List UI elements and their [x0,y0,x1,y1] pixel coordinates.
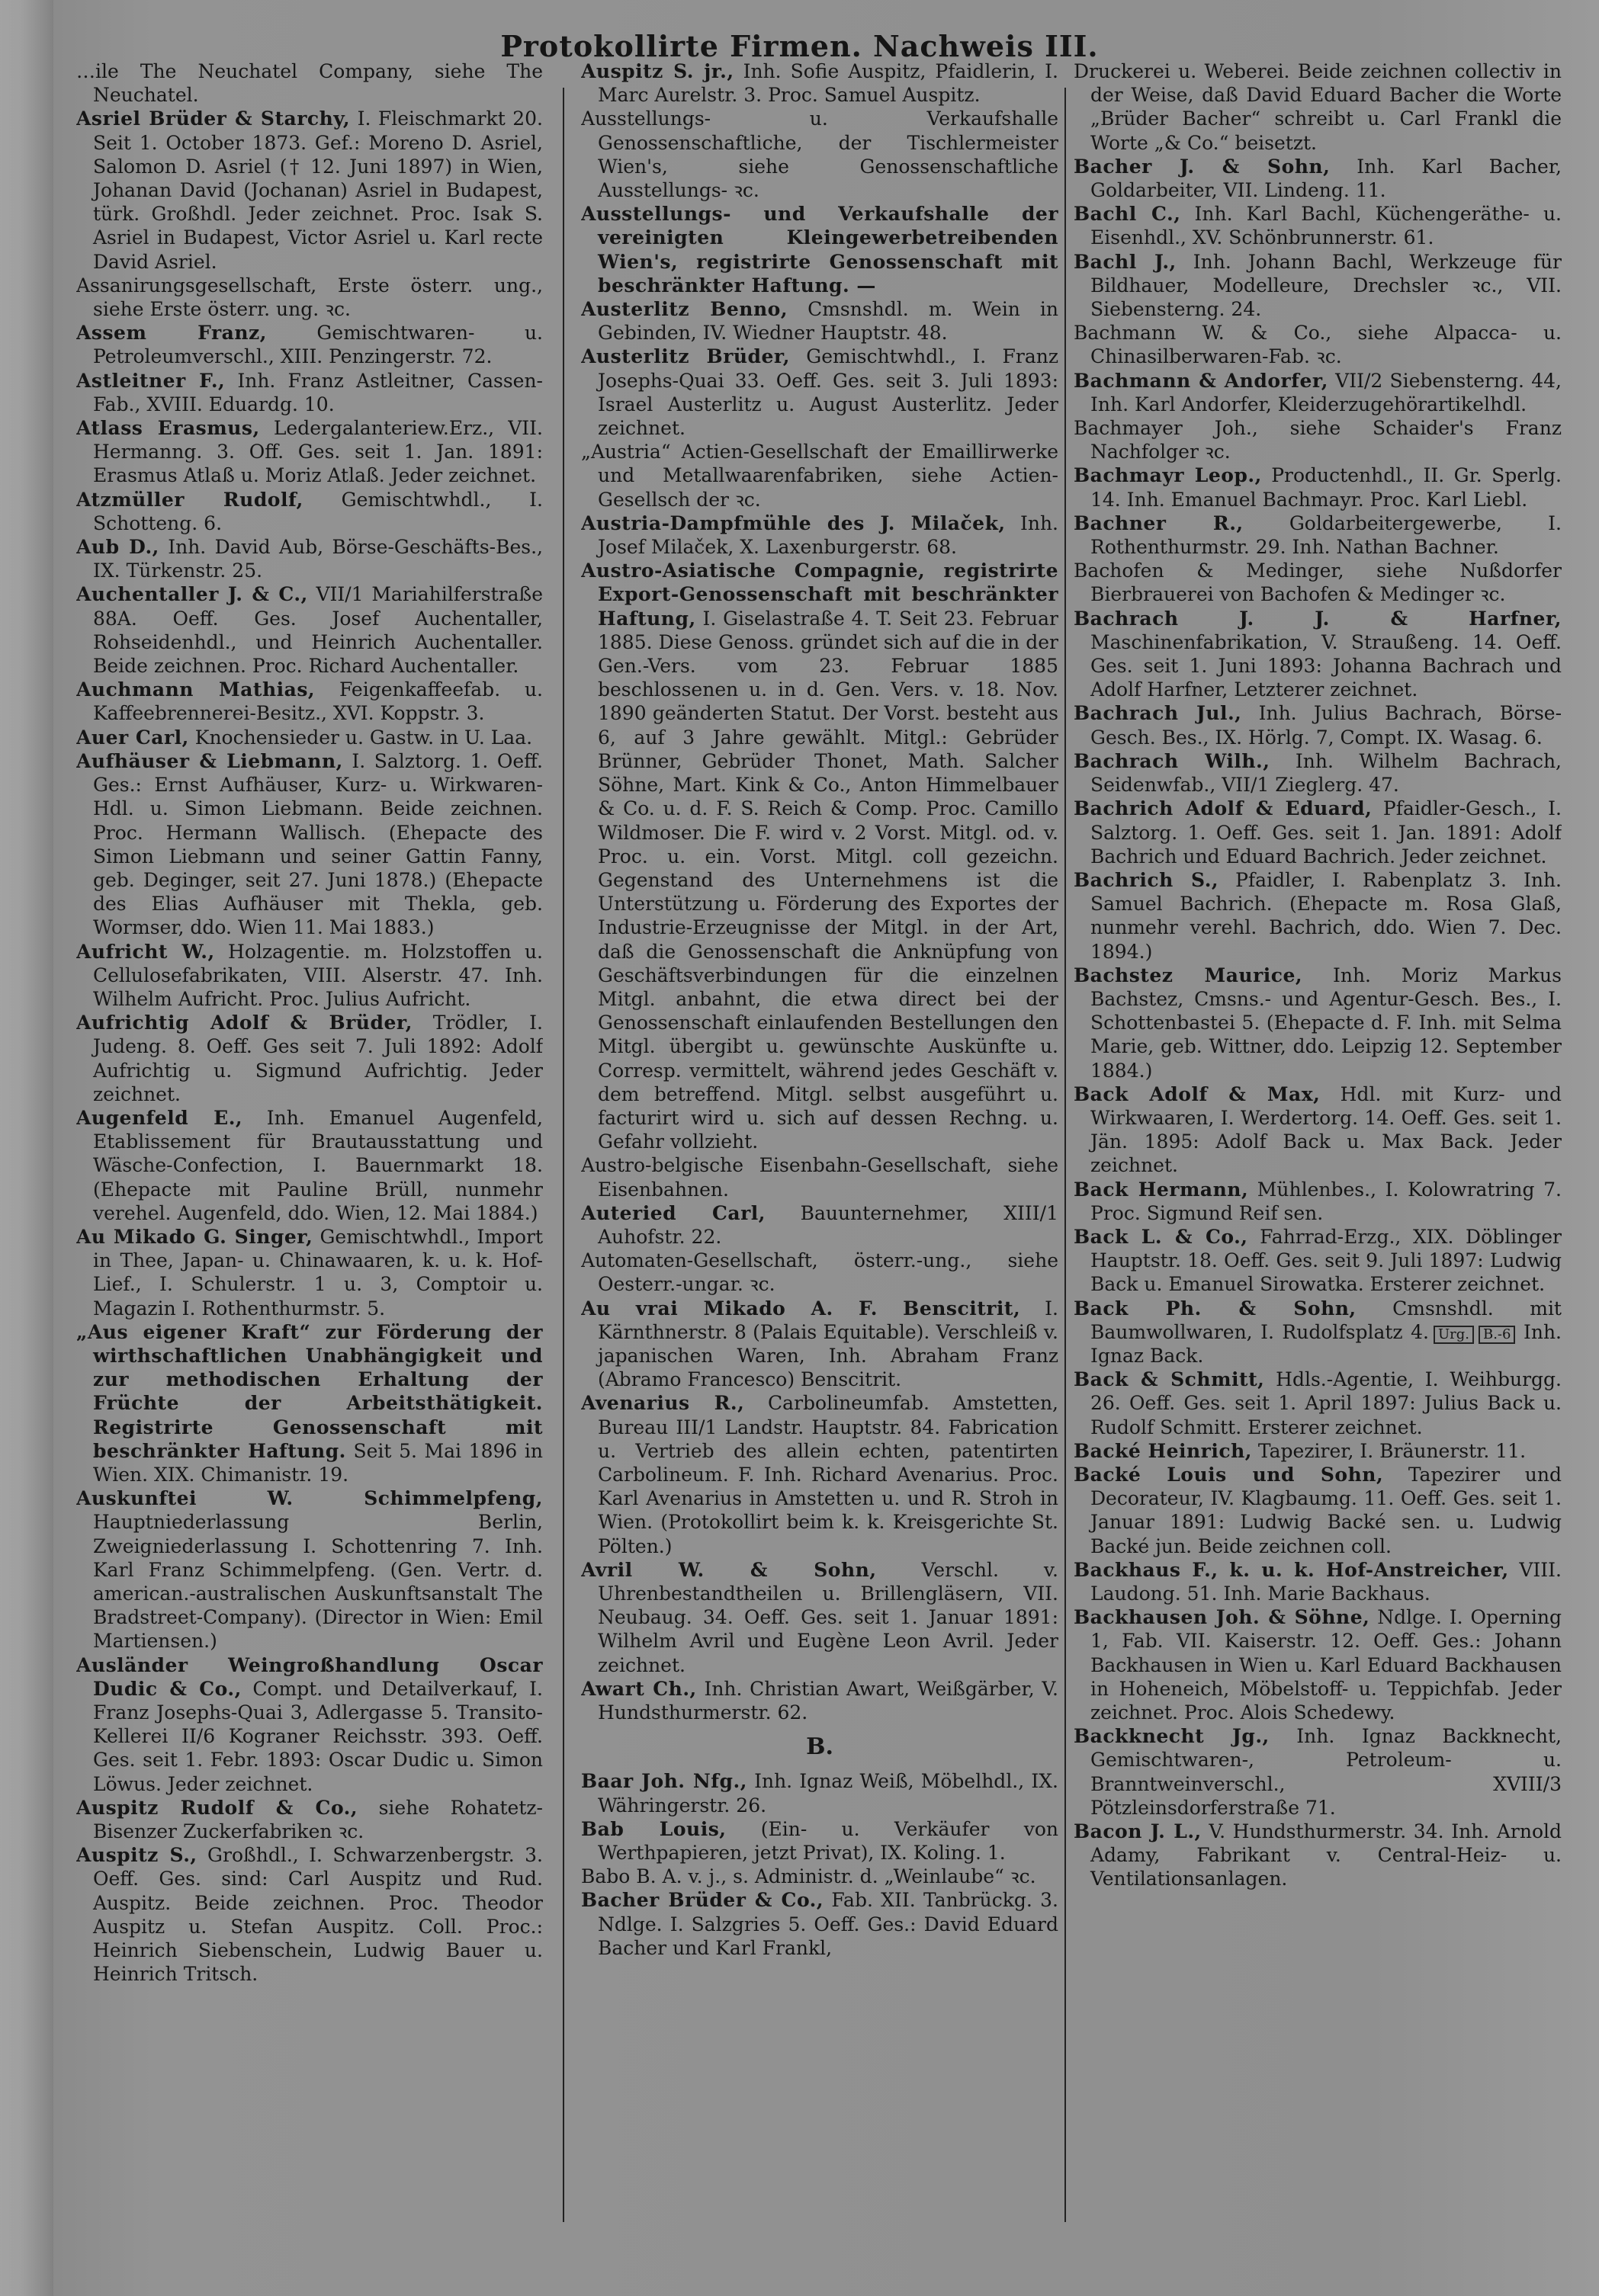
firm-entry [76,369,543,416]
firm-details: Assanirungsgesellschaft, Erste österr. ung., siehe Erste österr. ung. ꝛc. [76,274,543,321]
firm-details: Verschl. v. Uhrenbestandtheilen u. Brillengläsern, VII. Neubaug. 34. Oeff. Ges. seit 1. Januar 1891: Wilhelm Avril und Eugène Leon Avril. Jeder zeichnet. [598,1558,1058,1676]
firm-name: Atlass Erasmus, [76,417,260,440]
firm-entry [76,940,543,1012]
firm-details: Seit 5. Mai 1896 in Wien. XIX. Chimanistr. 19. [93,1439,543,1486]
firm-name: Bachner R., [1074,511,1244,534]
firm-entry [1074,250,1562,322]
firm-name: Austerlitz Brüder, [581,345,790,368]
firm-entry [1074,1463,1562,1558]
firm-details-tail: Inh. Ignaz Back. [1090,1320,1562,1367]
firm-entry [76,582,543,678]
firm-name: Awart Ch., [581,1677,697,1700]
firm-entry [581,511,1058,559]
firm-entry [1074,1724,1562,1820]
firm-details: V. Hundsthurmerstr. 34. Inh. Arnold Adamy, Fabrikant v. Central-Heiz- u. Ventilationsanlagen. [1090,1820,1562,1890]
firm-entry [1074,511,1562,559]
firm-details: Inh. Johann Bachl, Werkzeuge für Bildhauer, Modelleure, Drechsler ꝛc., VII. Siebensterng. 24. [1090,250,1562,321]
firm-name: Backhaus F., k. u. k. Hof-Anstreicher, [1074,1558,1509,1581]
scan-edge [0,0,53,2296]
firm-entry [1074,1082,1562,1178]
firm-entry [1074,797,1562,868]
firm-details: Inh. Julius Bachrach, Börse-Gesch. Bes., IX. Hörlg. 7, Compt. IX. Wasag. 6. [1090,702,1562,749]
firm-entry [581,1558,1058,1677]
firm-name: Aufrichtig Adolf & Brüder, [76,1012,413,1034]
firm-details: Pfaidler-Gesch., I. Salztorg. 1. Oeff. Ges. seit 1. Jan. 1891: Adolf Bachrich und Eduard Bachrich. Jeder zeichnet. [1090,797,1562,867]
column-divider [1064,88,1066,2222]
firm-details: Fab. XII. Tanbrückg. 3. Ndlge. I. Salzgries 5. Oeff. Ges.: David Eduard Bacher und Karl Frankl, [598,1889,1058,1959]
firm-name: Au Mikado G. Singer, [76,1225,313,1248]
firm-entry [76,749,543,940]
firm-details: Gemischtwhdl., Import in Thee, Japan- u. Chinawaaren, k. u. k. Hof-Lief., I. Schulerstr. 1 u. 3, Comptoir u. Magazin I. Rothenthurmstr. 5. [93,1225,543,1320]
firm-details: Inh. Ignaz Backknecht, Gemischtwaren-, Petroleum- u. Branntweinverschl., XVIII/3 Pötzleinsdorferstraße 71. [1090,1725,1562,1819]
firm-name: Bachrich S., [1074,868,1219,891]
section-letter: B. [806,1733,833,1761]
firm-entry [76,321,543,368]
firm-name: Backé Louis und Sohn, [1074,1463,1384,1486]
firm-entry [1074,1558,1562,1605]
firm-entry [581,1297,1058,1392]
firm-name: Auchentaller J. & C., [76,583,308,606]
firm-details: Automaten-Gesellschaft, österr.-ung., siehe Oesterr.-ungar. ꝛc. [581,1249,1058,1296]
firm-entry [1074,964,1562,1082]
firm-name: Augenfeld E., [76,1106,243,1129]
firm-entry [76,1320,543,1486]
firm-name: Bachstez Maurice, [1074,964,1303,986]
firm-name: Aub D., [76,536,159,559]
firm-name: Auchmann Mathias, [76,678,316,701]
firm-entry [76,1843,543,1986]
firm-name: Bachl C., [1074,203,1181,226]
firm-name: Avenarius R., [581,1392,745,1415]
firm-details: Druckerei u. Weberei. Beide zeichnen collectiv in der Weise, daß David Eduard Bacher die Worte „Brüder Bacher“ schreibt u. Carl Frankl die Worte „& Co.“ beisetzt. [1074,60,1562,154]
firm-details: „Austria“ Actien-Gesellschaft der Emaillirwerke und Metallwaarenfabriken, siehe Actien-Gesellsch der ꝛc. [581,441,1058,511]
firm-name: „Aus eigener Kraft“ zur Förderung der wirthschaftlichen Unabhängigkeit und zur methodischen Erhaltung der Früchte der Arbeitsthätigkeit. Registrirte Genossenschaft mit beschränkter Haftung. [76,1320,543,1462]
firm-details: VII/1 Mariahilferstraße 88A. Oeff. Ges. Josef Auchentaller, Rohseidenhdl., und Heinrich Auchentaller. Beide zeichnen. Proc. Richard Auchentaller. [93,583,543,678]
column-2 [581,59,1058,2285]
firm-details: Productenhdl., II. Gr. Sperlg. 14. Inh. Emanuel Bachmayr. Proc. Karl Liebl. [1090,464,1562,511]
firm-entry [76,1106,543,1225]
firm-name: Austro-Asiatische Compagnie, registrirte Export-Genossenschaft mit beschränkter Haftung, [581,560,1058,630]
firm-details: Inh. Karl Bachl, Küchengeräthe- u. Eisenhdl., XV. Schönbrunnerstr. 61. [1090,203,1562,249]
firm-entry [76,678,543,725]
firm-entry [76,1011,543,1106]
firm-entry [1074,1368,1562,1439]
firm-entry [581,297,1058,345]
firm-details: Mühlenbes., I. Kolowratring 7. Proc. Sigmund Reif sen. [1090,1178,1562,1224]
firm-entry [1074,559,1562,606]
firm-name: Auspitz Rudolf & Co., [76,1796,358,1819]
firm-entry [581,202,1058,297]
firm-details: Compt. und Detailverkauf, I. Franz Josephs-Quai 3, Adlergasse 5. Transito-Kellerei II/6 Kograner Reichsstr. 393. Oeff. Ges. seit 1. Febr. 1893: Oscar Dudic u. Simon Löwus. Jeder zeichnet. [93,1677,543,1795]
firm-entry [1074,607,1562,702]
firm-details: Ledergalanteriew.Erz., VII. Hermanng. 3. Off. Ges. seit 1. Jan. 1891: Erasmus Atlaß u. Moriz Atlaß. Jeder zeichnet. [93,417,543,487]
firm-details: Ndlge. I. Operning 1, Fab. VII. Kaiserstr. 12. Oeff. Ges.: Johann Backhausen in Wien u. Karl Eduard Backhausen in Hoheneich, Möbelstoff- u. Teppichfab. Jeder zeichnet. Proc. Alois Schedewy. [1090,1606,1562,1724]
firm-entry [1074,1225,1562,1297]
firm-entry [581,1249,1058,1296]
firm-details: Tapezirer, I. Bräunerstr. 11. [1257,1439,1527,1462]
firm-entry [1074,202,1562,249]
firm-entry [76,535,543,582]
reference-badge: B.-6 [1479,1326,1515,1344]
firm-name: Baar Joh. Nfg., [581,1770,747,1793]
firm-entry [581,107,1058,202]
firm-name: Back Ph. & Sohn, [1074,1297,1357,1320]
firm-details: Goldarbeitergewerbe, I. Rothenthurmstr. 29. Inh. Nathan Bachner. [1090,511,1562,559]
firm-details: Gemischtwhdl., I. Franz Josephs-Quai 33. Oeff. Ges. seit 3. Juli 1893: Israel Austerlitz u. August Austerlitz. Jeder zeichnet. [598,345,1058,440]
firm-entry [1074,463,1562,511]
firm-details: Holzagentie. m. Holzstoffen u. Cellulosefabrikaten, VIII. Alserstr. 47. Inh. Wilhelm Aufricht. Proc. Julius Aufricht. [93,940,543,1010]
firm-details: Inh. David Aub, Börse-Geschäfts-Bes., IX. Türkenstr. 25. [93,536,543,582]
firm-details: siehe Rohatetz-Bisenzer Zuckerfabriken ꝛc. [93,1796,543,1843]
firm-entry [76,59,543,107]
firm-entry [581,440,1058,511]
firm-details: Trödler, I. Judeng. 8. Oeff. Ges seit 7. Juli 1892: Adolf Aufrichtig u. Sigmund Aufrichtig. Jeder zeichnet. [93,1012,543,1105]
firm-entry [581,1769,1058,1817]
column-1 [76,59,543,2285]
firm-details: Inh. Emanuel Augenfeld, Etablissement für Brautausstattung und Wäsche-Confection, I. Bauernmarkt 18. (Ehepacte mit Pauline Brüll, nunmehr verehel. Augenfeld, ddo. Wien, 12. Mai 1884.) [93,1106,543,1224]
firm-name: Backhausen Joh. & Söhne, [1074,1606,1370,1629]
firm-details: Hauptniederlassung Berlin, Zweigniederlassung I. Schottenring 7. Inh. Karl Franz Schimmelpfeng. (Gen. Vertr. d. american.-australischen Auskunftsanstalt The Bradstreet-Company). (Director in Wien: Emil Martiensen.) [93,1511,543,1653]
page-title: Protokollirte Firmen. Nachweis III. [500,29,1099,63]
firm-name: Bachrach J. J. & Harfner, [1074,607,1562,630]
firm-entry [1074,155,1562,202]
firm-entry [76,416,543,488]
firm-name: Backknecht Jg., [1074,1725,1270,1748]
firm-details: I. Kärnthnerstr. 8 (Palais Equitable). Verschleiß v. japanischen Waren, Inh. Abraham Franz (Abramo Francesco) Benscitrit. [598,1297,1058,1391]
firm-name: Atzmüller Rudolf, [76,488,303,511]
firm-name: Auspitz S., [76,1844,197,1867]
firm-details: Bachofen & Medinger, siehe Nußdorfer Bierbrauerei von Bachofen & Medinger ꝛc. [1074,560,1562,606]
firm-entry [581,1677,1058,1724]
firm-details: Großhdl., I. Schwarzenbergstr. 3. Oeff. Ges. sind: Carl Auspitz und Rud. Auspitz. Beide zeichnen. Proc. Theodor Auspitz u. Stefan Auspitz. Coll. Proc.: Heinrich Siebenschein, Ludwig Bauer u. Heinrich Tritsch. [93,1844,543,1986]
firm-entry [1074,749,1562,797]
firm-details: I. Salztorg. 1. Oeff. Ges.: Ernst Aufhäuser, Kurz- u. Wirkwaren-Hdl. u. Simon Liebmann. Beide zeichnen. Proc. Hermann Wallisch. (Ehepacte des Simon Liebmann und seiner Gattin Fanny, geb. Deginger, seit 27. Juni 1878.) (Ehepacte des Elias Aufhäuser mit Thekla, geb. Wormser, ddo. Wien 11. Mai 1883.) [93,749,543,939]
firm-details: Inh. Moriz Markus Bachstez, Cmsns.- und Agentur-Gesch. Bes., I. Schottenbastei 5. (Ehepacte d. F. Inh. mit Selma Marie, geb. Wittner, ddo. Leipzig 12. September 1884.) [1090,964,1562,1082]
firm-name: Bab Louis, [581,1817,727,1840]
firm-name: Auspitz S. jr., [581,60,734,82]
firm-entry [76,1796,543,1843]
firm-name: Auer Carl, [76,726,189,749]
firm-entry [76,1486,543,1653]
firm-entry [76,1225,543,1320]
firm-entry [76,107,543,273]
firm-details: I. Giselastraße 4. T. Seit 23. Februar 1885. Diese Genoss. gründet sich auf die in der Gen.-Vers. vom 23. Februar 1885 beschlossenen u. in d. Gen. Vers. v. 18. Nov. 1890 geänderten Statut. Der Vorst. besteht aus 6, auf 3 Jahre gewählt. Mitgl.: Gebrüder Brünner, Gebrüder Thonet, Math. Salcher Söhne, Mart. Kink & Co., Anton Himmelbauer & Co. u. d. F. S. Reich & Comp. Proc. Camillo Wildmoser. Die F. wird v. 2 Vorst. Mitgl. od. v. Proc. u. ein. Vorst. Mitgl. coll gezeichn. Gegenstand des Unternehmens ist die Unterstützung u. Förderung des Exportes der Industrie-Erzeugnisse der Mitgl. in der Art, daß die Genossenschaft die Anknüpfung von Geschäftsverbindungen für die einzelnen Mitgl. anbahnt, die etwa direct bei der Genossenschaft einlaufenden Bestellungen den Mitgl. übergibt u. gewünschte Auskünfte u. Corresp. vermittelt, während jedes Geschäft v. dem betreffend. Mitgl. selbst ausgeführt u. facturirt wird u. sich auf dessen Rechng. u. Gefahr vollzieht. [598,607,1058,1153]
firm-name: Bacher Brüder & Co., [581,1889,824,1912]
firm-name: Avril W. & Sohn, [581,1558,877,1581]
firm-name: Bachmayr Leop., [1074,464,1262,487]
firm-details: Gemischtwaren- u. Petroleumverschl., XIII. Penzingerstr. 72. [93,322,543,368]
column-3 [1074,59,1562,2285]
firm-entry [1074,59,1562,155]
firm-name: Asriel Brüder & Starchy, [76,107,351,130]
firm-entry [1074,1605,1562,1724]
firm-entry [581,1201,1058,1249]
firm-details: Inh. Karl Bacher, Goldarbeiter, VII. Lindeng. 11. [1090,155,1562,202]
firm-name: Bachl J., [1074,250,1177,273]
firm-details: Gemischtwhdl., I. Schotteng. 6. [93,488,543,534]
firm-entry [76,1653,543,1796]
firm-entry [76,726,543,749]
firm-name: Back Adolf & Max, [1074,1082,1321,1105]
firm-name: Bacher J. & Sohn, [1074,155,1331,178]
firm-entry [1074,1820,1562,1891]
firm-details: Knochensieder u. Gastw. in U. Laa. [194,726,533,749]
firm-entry [581,559,1058,1153]
firm-name: Assem Franz, [76,322,267,345]
firm-details: Inh. Ignaz Weiß, Möbelhdl., IX. Währingerstr. 26. [598,1770,1058,1817]
firm-details: Maschinenfabrikation, V. Straußeng. 14. Oeff. Ges. seit 1. Juni 1893: Johanna Bachrach und Adolf Harfner, Letzterer zeichnet. [1090,630,1562,701]
firm-entry [1074,1297,1562,1368]
firm-name: Aufricht W., [76,940,215,963]
firm-name: Austria-Dampfmühle des J. Milaček, [581,511,1006,534]
firm-details: I. Fleischmarkt 20. Seit 1. October 1873. Gef.: Moreno D. Asriel, Salomon D. Asriel († 12. Juni 1897) in Wien, Johanan David (Jochanan) Asriel in Budapest, türk. Großhdl. Jeder zeichnet. Proc. Isak S. Asriel in Budapest, Victor Asriel u. Karl recte David Asriel. [93,107,543,273]
column-divider [563,88,564,2222]
reference-badge: Urg. [1434,1326,1474,1344]
firm-name: Bachmann & Andorfer, [1074,369,1328,392]
firm-entry [581,1888,1058,1960]
firm-details: Hdl. mit Kurz- und Wirkwaaren, I. Werdertorg. 14. Oeff. Ges. seit 1. Jän. 1895: Adolf Back u. Max Back. Jeder zeichnet. [1090,1082,1562,1177]
firm-entry [1074,868,1562,964]
firm-details: VIII. Laudong. 51. Inh. Marie Backhaus. [1090,1558,1562,1605]
firm-entry [1074,369,1562,416]
firm-name: Au vrai Mikado A. F. Benscitrit, [581,1297,1021,1320]
firm-entry [581,1865,1058,1888]
firm-name: Bachrach Wilh., [1074,749,1270,772]
firm-details: Inh. Josef Milaček, X. Laxenburgerstr. 68. [598,511,1058,559]
firm-entry [76,274,543,321]
firm-details: Ausstellungs- u. Verkaufshalle Genossenschaftliche, der Tischlermeister Wien's, siehe Genossenschaftliche Ausstellungs- ꝛc. [581,107,1058,202]
firm-details: Babo B. A. v. j., s. Administr. d. „Weinlaube“ ꝛc. [581,1865,1036,1888]
firm-details: Austro-belgische Eisenbahn-Gesellschaft, siehe Eisenbahnen. [581,1154,1058,1201]
firm-details: Inh. Franz Astleitner, Cassen-Fab., XVIII. Eduardg. 10. [93,369,543,415]
firm-details: Fahrrad-Erzg., XIX. Döblinger Hauptstr. 18. Oeff. Ges. seit 9. Juli 1897: Ludwig Back u. Emanuel Sirowatka. Ersterer zeichnet. [1090,1225,1562,1296]
firm-details: Bauunternehmer, XIII/1 Auhofstr. 22. [598,1201,1058,1248]
firm-entry [1074,1178,1562,1225]
firm-details: Cmsnshdl. mit Baumwollwaren, I. Rudolfsplatz 4. [1090,1297,1562,1343]
firm-details: Carbolineumfab. Amstetten, Bureau III/1 Landstr. Hauptstr. 84. Fabrication u. Vertrieb des allein echten, patentirten Carbolineum. F. Inh. Richard Avenarius. Proc. Karl Avenarius in Amstetten u. und R. Stroh in Wien. (Protokollirt beim k. k. Kreisgerichte St. Pölten.) [598,1392,1058,1557]
firm-name: Back Hermann, [1074,1178,1249,1201]
firm-entry [581,1391,1058,1557]
firm-name: Auskunftei W. Schimmelpfeng, [76,1487,543,1510]
firm-details: Inh. Wilhelm Bachrach, Seidenwfab., VII/1 Zieglerg. 47. [1090,749,1562,797]
firm-entry [581,345,1058,440]
firm-entry [581,1817,1058,1865]
firm-entry [581,1153,1058,1201]
firm-details: Bachmayer Joh., siehe Schaider's Franz Nachfolger ꝛc. [1074,417,1562,463]
firm-name: Back & Schmitt, [1074,1368,1265,1391]
firm-details: Feigenkaffeefab. u. Kaffeebrennerei-Besitz., XVI. Koppstr. 3. [93,678,543,725]
firm-entry [1074,701,1562,749]
firm-name: Back L. & Co., [1074,1225,1248,1248]
firm-entry [1074,321,1562,368]
firm-name: Bachrich Adolf & Eduard, [1074,797,1373,820]
firm-details: Tapezirer und Decorateur, IV. Klagbaumg. 11. Oeff. Ges. seit 1. Januar 1891: Ludwig Backé sen. u. Ludwig Backé jun. Beide zeichnen coll. [1090,1463,1562,1557]
firm-details: Pfaidler, I. Rabenplatz 3. Inh. Samuel Bachrich. (Ehepacte m. Rosa Glaß, nunmehr verehl. Bachrich, ddo. Wien 7. Dec. 1894.) [1090,868,1562,963]
firm-name: Aufhäuser & Liebmann, [76,749,343,772]
firm-name: Bachrach Jul., [1074,702,1242,725]
firm-name: Astleitner F., [76,369,226,392]
firm-entry [1074,1439,1562,1463]
firm-name: Auteried Carl, [581,1201,766,1224]
firm-entry [581,59,1058,107]
firm-details: VII/2 Siebensterng. 44, Inh. Karl Andorfer, Kleiderzugehörartikelhdl. [1090,369,1562,415]
firm-entry [1074,416,1562,463]
firm-entry [76,488,543,535]
firm-details: Cmsnshdl. m. Wein in Gebinden, IV. Wiedner Hauptstr. 48. [598,298,1058,345]
firm-details: (Ein- u. Verkäufer von Werthpapieren, jetzt Privat), IX. Koling. 1. [598,1817,1058,1865]
firm-details: Inh. Christian Awart, Weißgärber, V. Hundsthurmerstr. 62. [598,1677,1058,1724]
firm-name: Bacon J. L., [1074,1820,1202,1843]
firm-details: Bachmann W. & Co., siehe Alpacca- u. Chinasilberwaren-Fab. ꝛc. [1074,322,1562,368]
firm-name: Ausstellungs- und Verkaufshalle der vereinigten Kleingewerbetreibenden Wien's, registrirte Genossenschaft mit beschränkter Haftung. — [581,203,1058,297]
firm-name: Ausländer Weingroßhandlung Oscar Dudic & Co., [76,1653,543,1700]
firm-name: Austerlitz Benno, [581,298,788,321]
firm-details: …ile The Neuchatel Company, siehe The Neuchatel. [76,60,543,107]
firm-name: Backé Heinrich, [1074,1439,1252,1462]
firm-details: Hdls.-Agentie, I. Weihburgg. 26. Oeff. Ges. seit 1. April 1897: Julius Back u. Rudolf Schmitt. Ersterer zeichnet. [1090,1368,1562,1438]
firm-details: Inh. Sofie Auspitz, Pfaidlerin, I. Marc Aurelstr. 3. Proc. Samuel Auspitz. [598,60,1058,107]
